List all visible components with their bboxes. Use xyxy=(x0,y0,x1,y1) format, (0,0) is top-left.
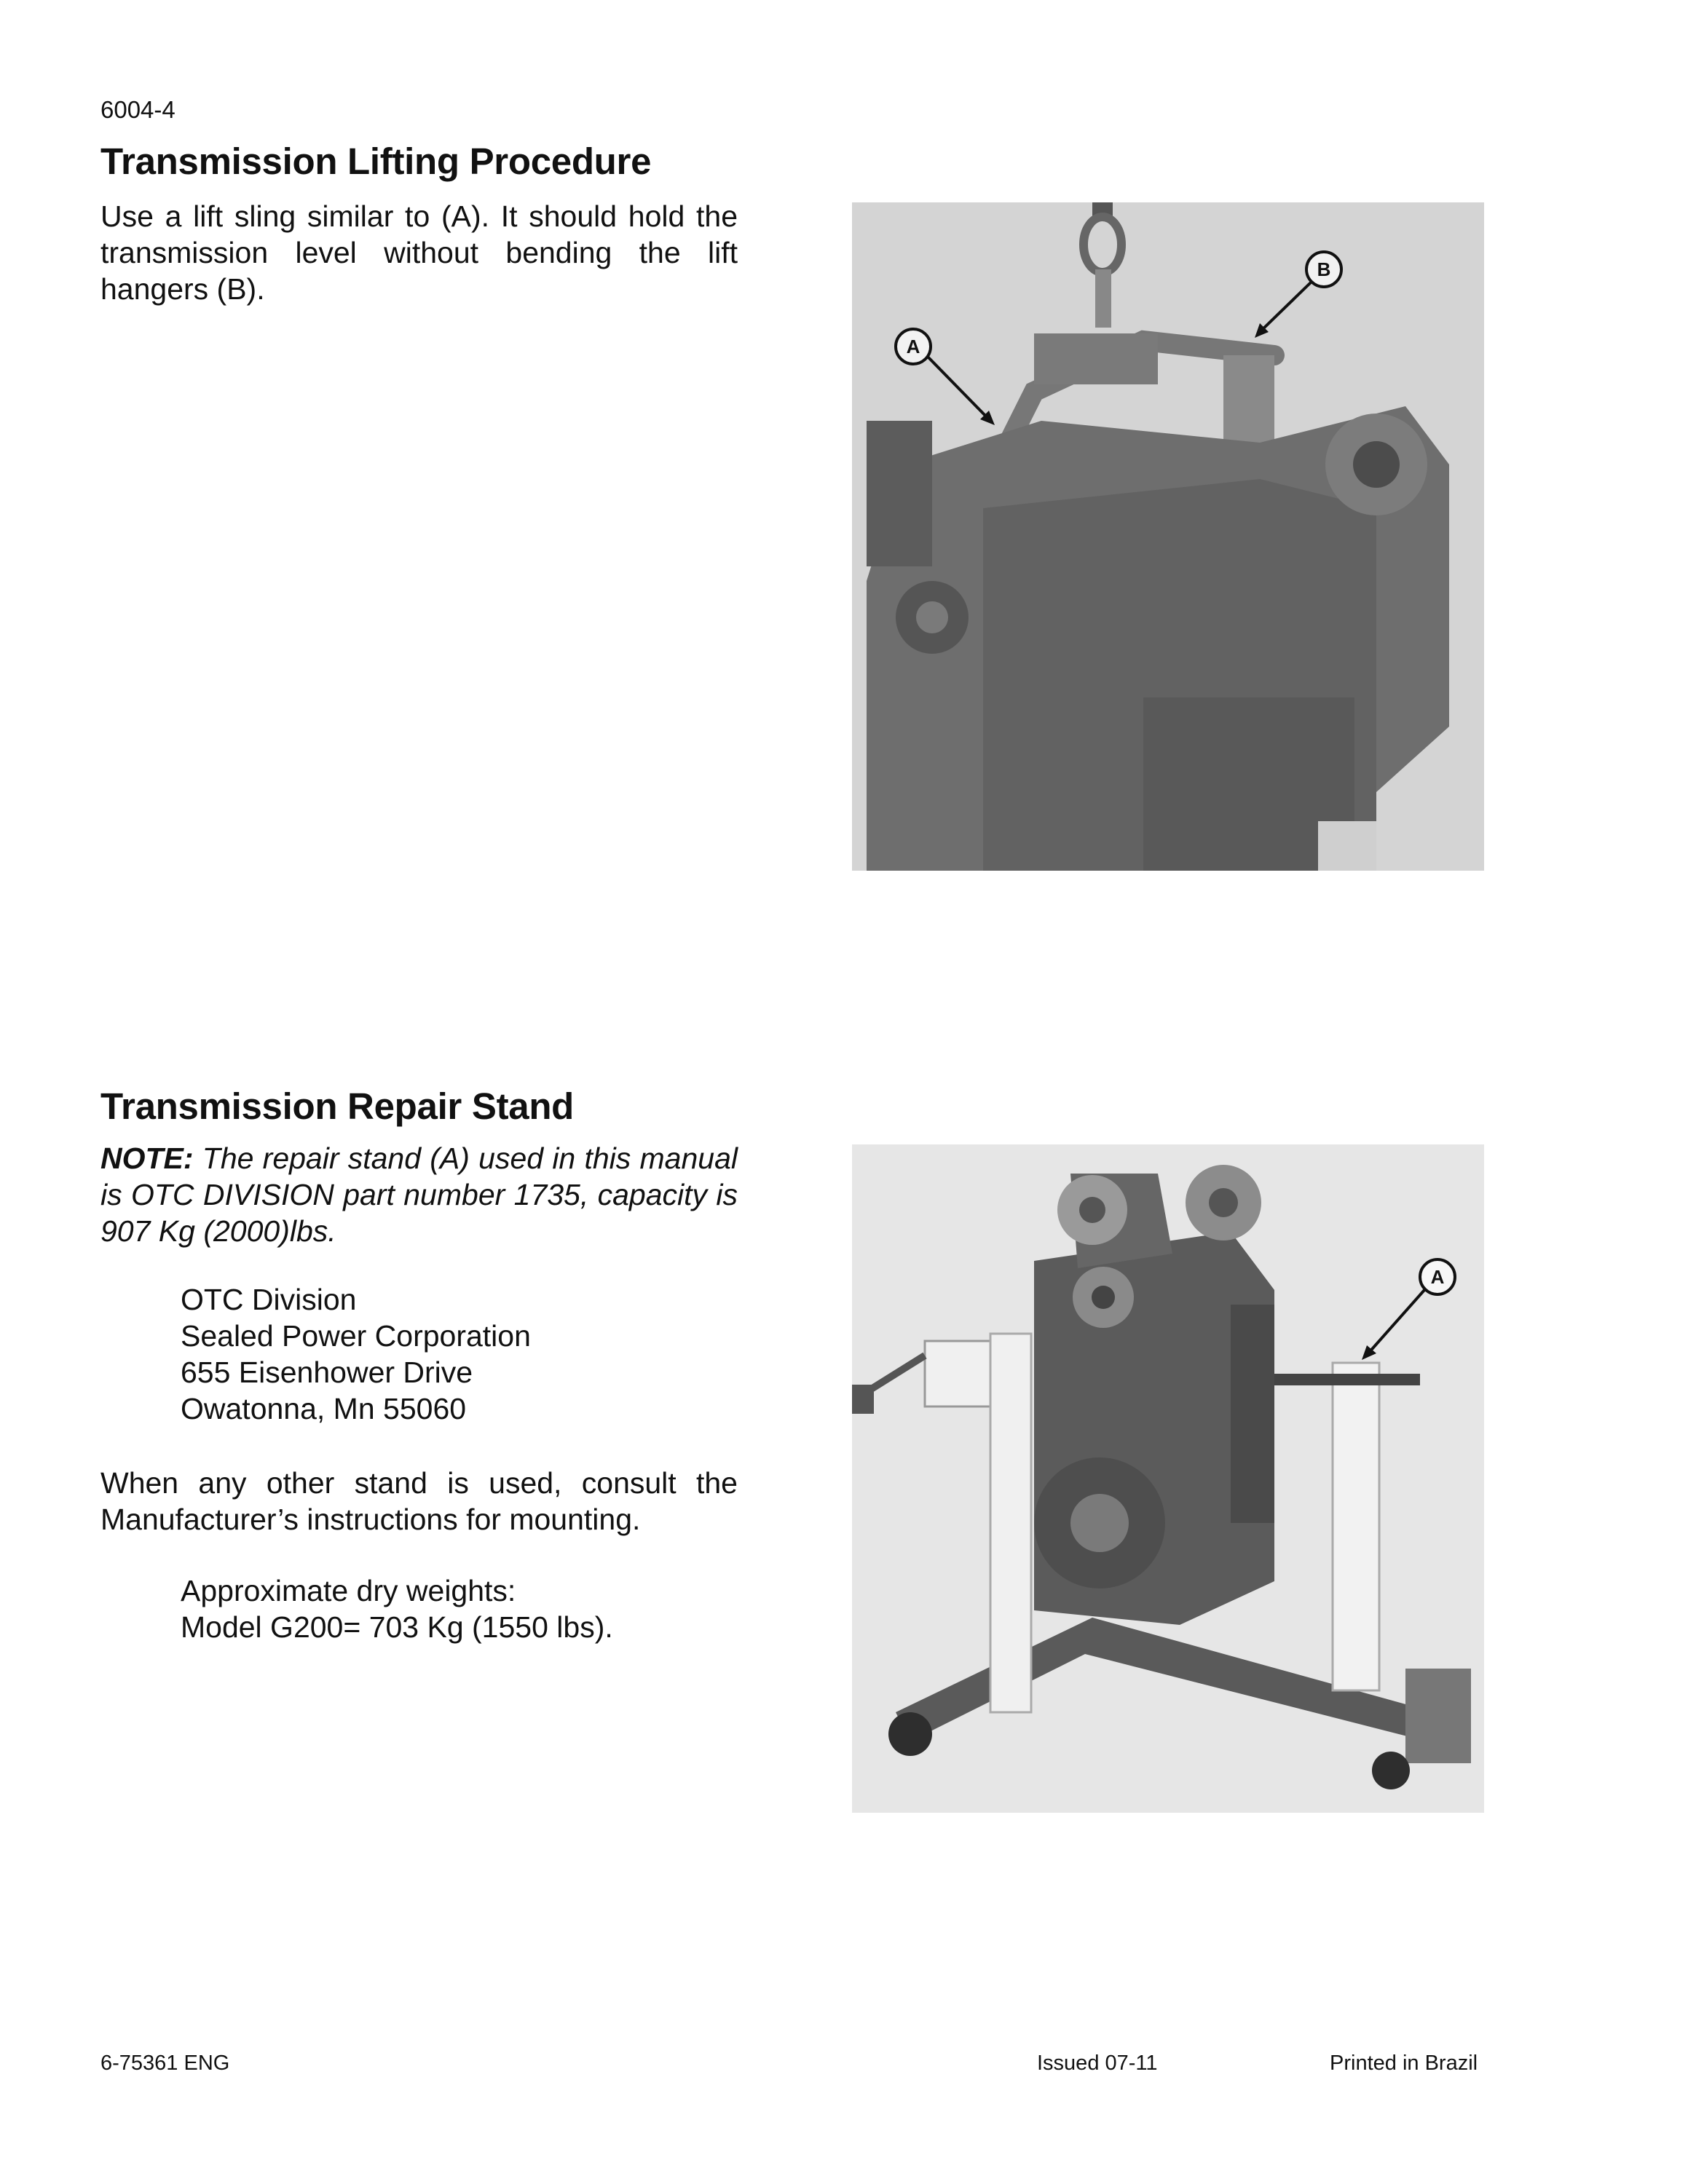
repair-stand-photo xyxy=(852,1144,1484,1813)
weights-model: Model G200= 703 Kg (1550 lbs). xyxy=(181,1610,613,1644)
address-line: OTC Division xyxy=(181,1283,357,1316)
footer-doc-number: 6-75361 ENG xyxy=(100,2052,230,2075)
section-title-lifting: Transmission Lifting Procedure xyxy=(100,141,652,182)
callout-a-label: A xyxy=(906,336,920,357)
weights-block xyxy=(181,1572,613,1645)
lifting-photo-illustration xyxy=(852,202,1484,871)
address-line: Owatonna, Mn 55060 xyxy=(181,1392,467,1425)
section-title-repair-stand: Transmission Repair Stand xyxy=(100,1085,575,1127)
page-number: 6004-4 xyxy=(100,96,175,123)
other-stand-paragraph: When any other stand is used, consult the Manufacturer’s instructions for mounting. xyxy=(100,1466,738,1536)
address-line: Sealed Power Corporation xyxy=(181,1319,531,1353)
callout-b-label: B xyxy=(1317,258,1331,280)
footer-issued: Issued 07-11 xyxy=(1037,2052,1158,2075)
callout-a-label: A xyxy=(1430,1266,1445,1288)
note-paragraph xyxy=(100,1140,738,1249)
note-text: The repair stand (A) used in this manual is OTC DIVISION part number 1735, capacity is 907 Kg (2000)lbs. xyxy=(100,1142,738,1248)
address-line: 655 Eisenhower Drive xyxy=(181,1356,473,1389)
weights-heading: Approximate dry weights: xyxy=(181,1574,516,1607)
footer-printed: Printed in Brazil xyxy=(1330,2052,1478,2075)
note-label: NOTE: xyxy=(100,1142,194,1175)
lifting-paragraph: Use a lift sling similar to (A). It should hold the transmission level without bending the lift hangers (B). xyxy=(100,199,738,306)
repair-stand-photo-illustration xyxy=(852,1144,1484,1813)
address-block xyxy=(181,1281,531,1427)
lifting-photo xyxy=(852,202,1484,871)
